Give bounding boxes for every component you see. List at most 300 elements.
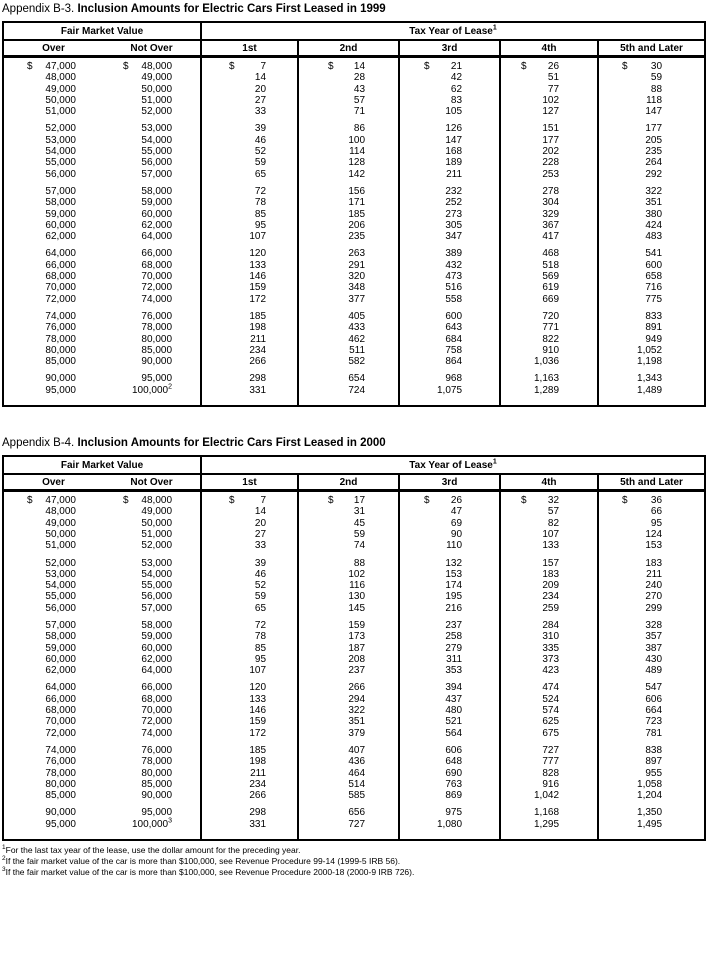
table-cell — [500, 106, 598, 117]
table-cell — [298, 580, 399, 591]
cell-value: 50,000 — [45, 528, 76, 540]
table-cell — [3, 569, 103, 580]
table-cell — [399, 569, 500, 580]
cell-value: 423 — [542, 665, 560, 677]
table-cell — [201, 716, 298, 727]
table-cell — [103, 322, 201, 333]
table-cell — [298, 123, 399, 134]
cell-value: 95 — [254, 219, 267, 231]
table-row — [3, 146, 705, 157]
table-cell — [298, 282, 399, 293]
table-row — [3, 282, 705, 293]
table-row — [3, 807, 705, 818]
table-cell — [3, 558, 103, 569]
cell-value: 60,000 — [141, 208, 173, 220]
table-row — [3, 373, 705, 384]
cell-value: 62 — [450, 83, 463, 95]
cell-value: 48,000 — [141, 61, 173, 72]
table-cell — [298, 271, 399, 282]
cell-value: 480 — [445, 705, 463, 717]
table-cell — [201, 558, 298, 569]
cell-value: 153 — [445, 568, 463, 580]
cell-value: 90,000 — [141, 356, 173, 368]
cell-value: 185 — [249, 744, 267, 756]
table-row — [3, 790, 705, 801]
cell-value: 55,000 — [45, 157, 76, 169]
table-cell — [500, 694, 598, 705]
cell-value: 558 — [445, 293, 463, 305]
table-row — [3, 135, 705, 146]
table-cell — [201, 334, 298, 345]
table-cell — [500, 260, 598, 271]
table-cell — [598, 491, 705, 507]
footnote-2-text: If the fair market value of the car is more than $100,000, see Revenue Procedure 99-14 (1999-5 IRB 56). — [5, 856, 401, 867]
table-cell — [399, 373, 500, 384]
table-cell — [298, 620, 399, 631]
column-header-2nd: 2nd — [298, 474, 399, 491]
table-cell — [3, 529, 103, 540]
table-cell — [500, 756, 598, 767]
cell-value: 50,000 — [45, 94, 76, 106]
column-header-over: Over — [3, 474, 103, 491]
cell-value: 949 — [645, 333, 663, 345]
table-row — [3, 580, 705, 591]
cell-value: 57,000 — [141, 168, 173, 180]
table-cell — [598, 106, 705, 117]
table-cell — [3, 790, 103, 801]
cell-value: 47,000 — [45, 495, 76, 507]
table-cell — [298, 106, 399, 117]
table-cell — [399, 186, 500, 197]
table-row — [3, 756, 705, 767]
table-cell — [598, 716, 705, 727]
table-cell — [500, 209, 598, 220]
cell-value: 45 — [353, 517, 366, 529]
cell-value: 462 — [348, 333, 366, 345]
table-cell — [103, 385, 201, 406]
cell-value: 59,000 — [45, 642, 76, 654]
cell-value: 348 — [348, 282, 366, 294]
cell-value: 968 — [445, 373, 463, 385]
cell-value: 57,000 — [141, 602, 173, 614]
cell-value: 264 — [645, 157, 663, 169]
table-cell — [201, 84, 298, 95]
cell-value: 1,168 — [533, 807, 560, 819]
dollar-sign: $ — [424, 495, 430, 507]
cell-value: 48,000 — [45, 72, 76, 84]
cell-value: 52 — [254, 146, 267, 158]
dollar-sign: $ — [424, 61, 430, 72]
footnote-ref-1: 1 — [492, 24, 497, 32]
table-cell — [298, 322, 399, 333]
table-cell — [3, 745, 103, 756]
table-cell — [103, 186, 201, 197]
cell-value: 68,000 — [141, 259, 173, 271]
table-cell — [598, 209, 705, 220]
table-cell — [399, 506, 500, 517]
table-row — [3, 385, 705, 406]
table-cell — [298, 356, 399, 367]
table-row — [3, 745, 705, 756]
cell-value: 606 — [645, 693, 663, 705]
table-row — [3, 123, 705, 134]
table-cell — [500, 197, 598, 208]
table-cell — [298, 705, 399, 716]
cell-value: 51,000 — [141, 528, 173, 540]
table-cell — [399, 72, 500, 83]
table-cell — [399, 311, 500, 322]
table-cell — [399, 169, 500, 180]
cell-value: 28 — [353, 72, 366, 84]
cell-value: 146 — [249, 271, 267, 283]
cell-value: 322 — [645, 185, 663, 197]
cell-value: 304 — [542, 197, 560, 209]
cell-value: 373 — [542, 653, 560, 665]
table-cell — [500, 311, 598, 322]
cell-value: 14 — [353, 61, 366, 72]
cell-value: 606 — [445, 744, 463, 756]
cell-value: 367 — [542, 219, 560, 231]
table-cell — [103, 569, 201, 580]
cell-value: 228 — [542, 157, 560, 169]
table-cell — [500, 385, 598, 406]
cell-value: 1,042 — [533, 790, 560, 802]
cell-value: 771 — [542, 322, 560, 334]
cell-value: 64,000 — [45, 682, 76, 694]
cell-value: 120 — [249, 248, 267, 260]
table-cell — [298, 819, 399, 840]
cell-value: 66 — [650, 506, 663, 518]
cell-value: 159 — [348, 619, 366, 631]
table-cell — [103, 157, 201, 168]
table-cell — [399, 518, 500, 529]
table-cell — [598, 248, 705, 259]
cell-value: 14 — [254, 72, 267, 84]
table-cell — [500, 169, 598, 180]
cell-value: 547 — [645, 682, 663, 694]
cell-value: 216 — [445, 602, 463, 614]
table-cell — [500, 282, 598, 293]
cell-value: 541 — [645, 248, 663, 260]
table-cell — [103, 248, 201, 259]
column-header-1st: 1st — [201, 40, 298, 57]
table-cell — [3, 197, 103, 208]
table-cell — [399, 294, 500, 305]
cell-value: 822 — [542, 333, 560, 345]
table-cell — [500, 631, 598, 642]
cell-value: 66,000 — [45, 693, 76, 705]
table-cell — [298, 558, 399, 569]
table-cell — [399, 123, 500, 134]
column-header-5th-and-later: 5th and Later — [598, 40, 705, 57]
table-cell — [3, 282, 103, 293]
table-row — [3, 603, 705, 614]
table-cell — [3, 631, 103, 642]
footnote-3-text: If the fair market value of the car is more than $100,000, see Revenue Procedure 2000-18 (2000-9 IRB 726). — [5, 867, 415, 878]
table-cell — [598, 294, 705, 305]
table-cell — [399, 220, 500, 231]
table-cell — [103, 682, 201, 693]
table-cell — [103, 220, 201, 231]
table-cell — [298, 694, 399, 705]
table-cell — [399, 716, 500, 727]
footnote-1 — [2, 845, 721, 856]
table-row — [3, 506, 705, 517]
table-cell — [598, 271, 705, 282]
cell-value: 78 — [254, 631, 267, 643]
table-row — [3, 620, 705, 631]
cell-value: 183 — [542, 568, 560, 580]
cell-value: 910 — [542, 344, 560, 356]
cell-value: 66,000 — [45, 259, 76, 271]
table-row — [3, 106, 705, 117]
cell-value: 518 — [542, 259, 560, 271]
cell-value: 53,000 — [141, 123, 173, 135]
cell-value: 235 — [645, 146, 663, 158]
table-cell — [3, 356, 103, 367]
column-header-4th: 4th — [500, 40, 598, 57]
cell-value: 51,000 — [45, 540, 76, 552]
table-cell — [500, 518, 598, 529]
table-cell — [298, 169, 399, 180]
table-cell — [201, 157, 298, 168]
cell-value: 600 — [645, 259, 663, 271]
table-cell — [598, 518, 705, 529]
cell-value: 864 — [445, 356, 463, 368]
cell-value: 76,000 — [141, 744, 173, 756]
cell-value: 72,000 — [45, 293, 76, 305]
table-cell — [399, 95, 500, 106]
table-cell — [103, 756, 201, 767]
cell-value: 74,000 — [141, 727, 173, 739]
cell-value: 1,495 — [637, 818, 663, 830]
table-row — [3, 728, 705, 739]
table-cell — [201, 197, 298, 208]
table-cell — [500, 146, 598, 157]
cell-value: 64,000 — [141, 665, 173, 677]
cell-value: 71 — [353, 106, 366, 118]
table-cell — [3, 157, 103, 168]
cell-value: 394 — [445, 682, 463, 694]
table-cell — [3, 643, 103, 654]
table-cell — [103, 603, 201, 614]
table-cell — [500, 248, 598, 259]
table-cell — [3, 311, 103, 322]
cell-value: 60,000 — [45, 653, 76, 665]
table-cell — [399, 654, 500, 665]
cell-value: 351 — [348, 716, 366, 728]
appendix-b4-section — [2, 437, 721, 841]
cell-value: 68,000 — [45, 705, 76, 717]
cell-value: 209 — [542, 580, 560, 592]
cell-value: 658 — [645, 271, 663, 283]
table-cell — [103, 631, 201, 642]
table-cell — [298, 135, 399, 146]
cell-value: 47,000 — [45, 61, 76, 72]
cell-value: 46 — [254, 568, 267, 580]
table-cell — [500, 506, 598, 517]
table-cell — [201, 694, 298, 705]
cell-value: 234 — [249, 778, 267, 790]
cell-value: 57,000 — [45, 619, 76, 631]
table-cell — [201, 282, 298, 293]
table-cell — [399, 540, 500, 551]
cell-value: 7 — [260, 61, 267, 72]
table-cell — [500, 745, 598, 756]
table-cell — [103, 197, 201, 208]
table-cell — [399, 106, 500, 117]
cell-value: 582 — [348, 356, 366, 368]
cell-value: 331 — [249, 818, 267, 830]
cell-value: 183 — [645, 557, 663, 569]
table-cell — [103, 506, 201, 517]
table-cell — [103, 106, 201, 117]
table-cell — [3, 334, 103, 345]
table-cell — [103, 620, 201, 631]
table-cell — [201, 311, 298, 322]
table-cell — [399, 322, 500, 333]
table-cell — [500, 643, 598, 654]
cell-value: 80,000 — [141, 767, 173, 779]
cell-value: 100 — [348, 134, 366, 146]
table-cell — [3, 72, 103, 83]
table-cell — [103, 84, 201, 95]
table-cell — [298, 72, 399, 83]
table-cell — [103, 57, 201, 73]
cell-value: 30 — [650, 61, 663, 72]
table-cell — [598, 123, 705, 134]
cell-value: 195 — [445, 591, 463, 603]
table-cell — [500, 682, 598, 693]
cell-value: 90,000 — [45, 807, 76, 819]
cell-value: 107 — [249, 231, 267, 243]
cell-value: 58,000 — [45, 631, 76, 643]
table-cell — [598, 506, 705, 517]
table-cell — [298, 654, 399, 665]
table-cell — [298, 311, 399, 322]
table-cell — [500, 819, 598, 840]
table-row — [3, 540, 705, 551]
cell-value: 278 — [542, 185, 560, 197]
table-cell — [500, 728, 598, 739]
table-cell — [298, 728, 399, 739]
table-cell — [3, 84, 103, 95]
table-cell — [201, 506, 298, 517]
table-cell — [598, 643, 705, 654]
cell-value: 133 — [249, 693, 267, 705]
table-cell — [399, 745, 500, 756]
table-cell — [201, 146, 298, 157]
table-cell — [103, 558, 201, 569]
footnote-ref: 2 — [168, 383, 173, 391]
table-cell — [298, 209, 399, 220]
table-cell — [399, 558, 500, 569]
cell-value: 758 — [445, 344, 463, 356]
table-cell — [201, 209, 298, 220]
table-cell — [399, 819, 500, 840]
cell-value: 70,000 — [45, 282, 76, 294]
cell-value: 727 — [348, 818, 366, 830]
footnote-3 — [2, 867, 721, 878]
cell-value: 417 — [542, 231, 560, 243]
cell-value: 891 — [645, 322, 663, 334]
cell-value: 70,000 — [141, 705, 173, 717]
cell-value: 78,000 — [141, 756, 173, 768]
table-cell — [3, 345, 103, 356]
cell-value: 656 — [348, 807, 366, 819]
table-cell — [399, 84, 500, 95]
cell-value: 50,000 — [141, 83, 173, 95]
table-cell — [201, 123, 298, 134]
table-cell — [201, 322, 298, 333]
cell-value: 77 — [547, 83, 560, 95]
table-cell — [399, 591, 500, 602]
table-cell — [103, 807, 201, 818]
cell-value: 74,000 — [45, 744, 76, 756]
cell-value: 585 — [348, 790, 366, 802]
cell-value: 153 — [645, 540, 663, 552]
cell-value: 55,000 — [45, 591, 76, 603]
cell-value: 90,000 — [45, 373, 76, 385]
table-cell — [598, 260, 705, 271]
cell-value: 511 — [349, 344, 366, 356]
cell-value: 27 — [254, 94, 267, 106]
cell-value: 437 — [445, 693, 463, 705]
cell-value: 211 — [646, 568, 663, 580]
table-cell — [3, 220, 103, 231]
table-cell — [201, 682, 298, 693]
table-cell — [298, 385, 399, 406]
cell-value: 524 — [542, 693, 560, 705]
cell-value: 387 — [645, 642, 663, 654]
cell-value: 70,000 — [45, 716, 76, 728]
cell-value: 72,000 — [141, 716, 173, 728]
table-cell — [298, 779, 399, 790]
cell-value: 1,198 — [637, 356, 663, 368]
table-cell — [3, 716, 103, 727]
group-header-row — [3, 22, 705, 40]
table-cell — [500, 84, 598, 95]
cell-value: 357 — [645, 631, 663, 643]
cell-value: 625 — [542, 716, 560, 728]
table-cell — [103, 271, 201, 282]
cell-value: 206 — [348, 219, 366, 231]
cell-value: 234 — [249, 344, 267, 356]
table-cell — [399, 271, 500, 282]
table-row — [3, 157, 705, 168]
table-cell — [103, 294, 201, 305]
table-cell — [103, 311, 201, 322]
table-cell — [598, 57, 705, 73]
cell-value: 56,000 — [45, 602, 76, 614]
appendix-b3-section — [2, 3, 721, 407]
dollar-sign: $ — [622, 495, 628, 507]
table-cell — [201, 135, 298, 146]
cell-value: 172 — [249, 727, 267, 739]
cell-value: 1,075 — [436, 384, 463, 396]
table-cell — [103, 373, 201, 384]
cell-value: 669 — [542, 293, 560, 305]
group-header-row — [3, 456, 705, 474]
table-cell — [3, 518, 103, 529]
cell-value: 171 — [348, 197, 366, 209]
table-cell — [399, 756, 500, 767]
table-cell — [399, 260, 500, 271]
cell-value: 279 — [445, 642, 463, 654]
table-cell — [3, 506, 103, 517]
table-cell — [598, 231, 705, 242]
cell-value: 600 — [445, 310, 463, 322]
